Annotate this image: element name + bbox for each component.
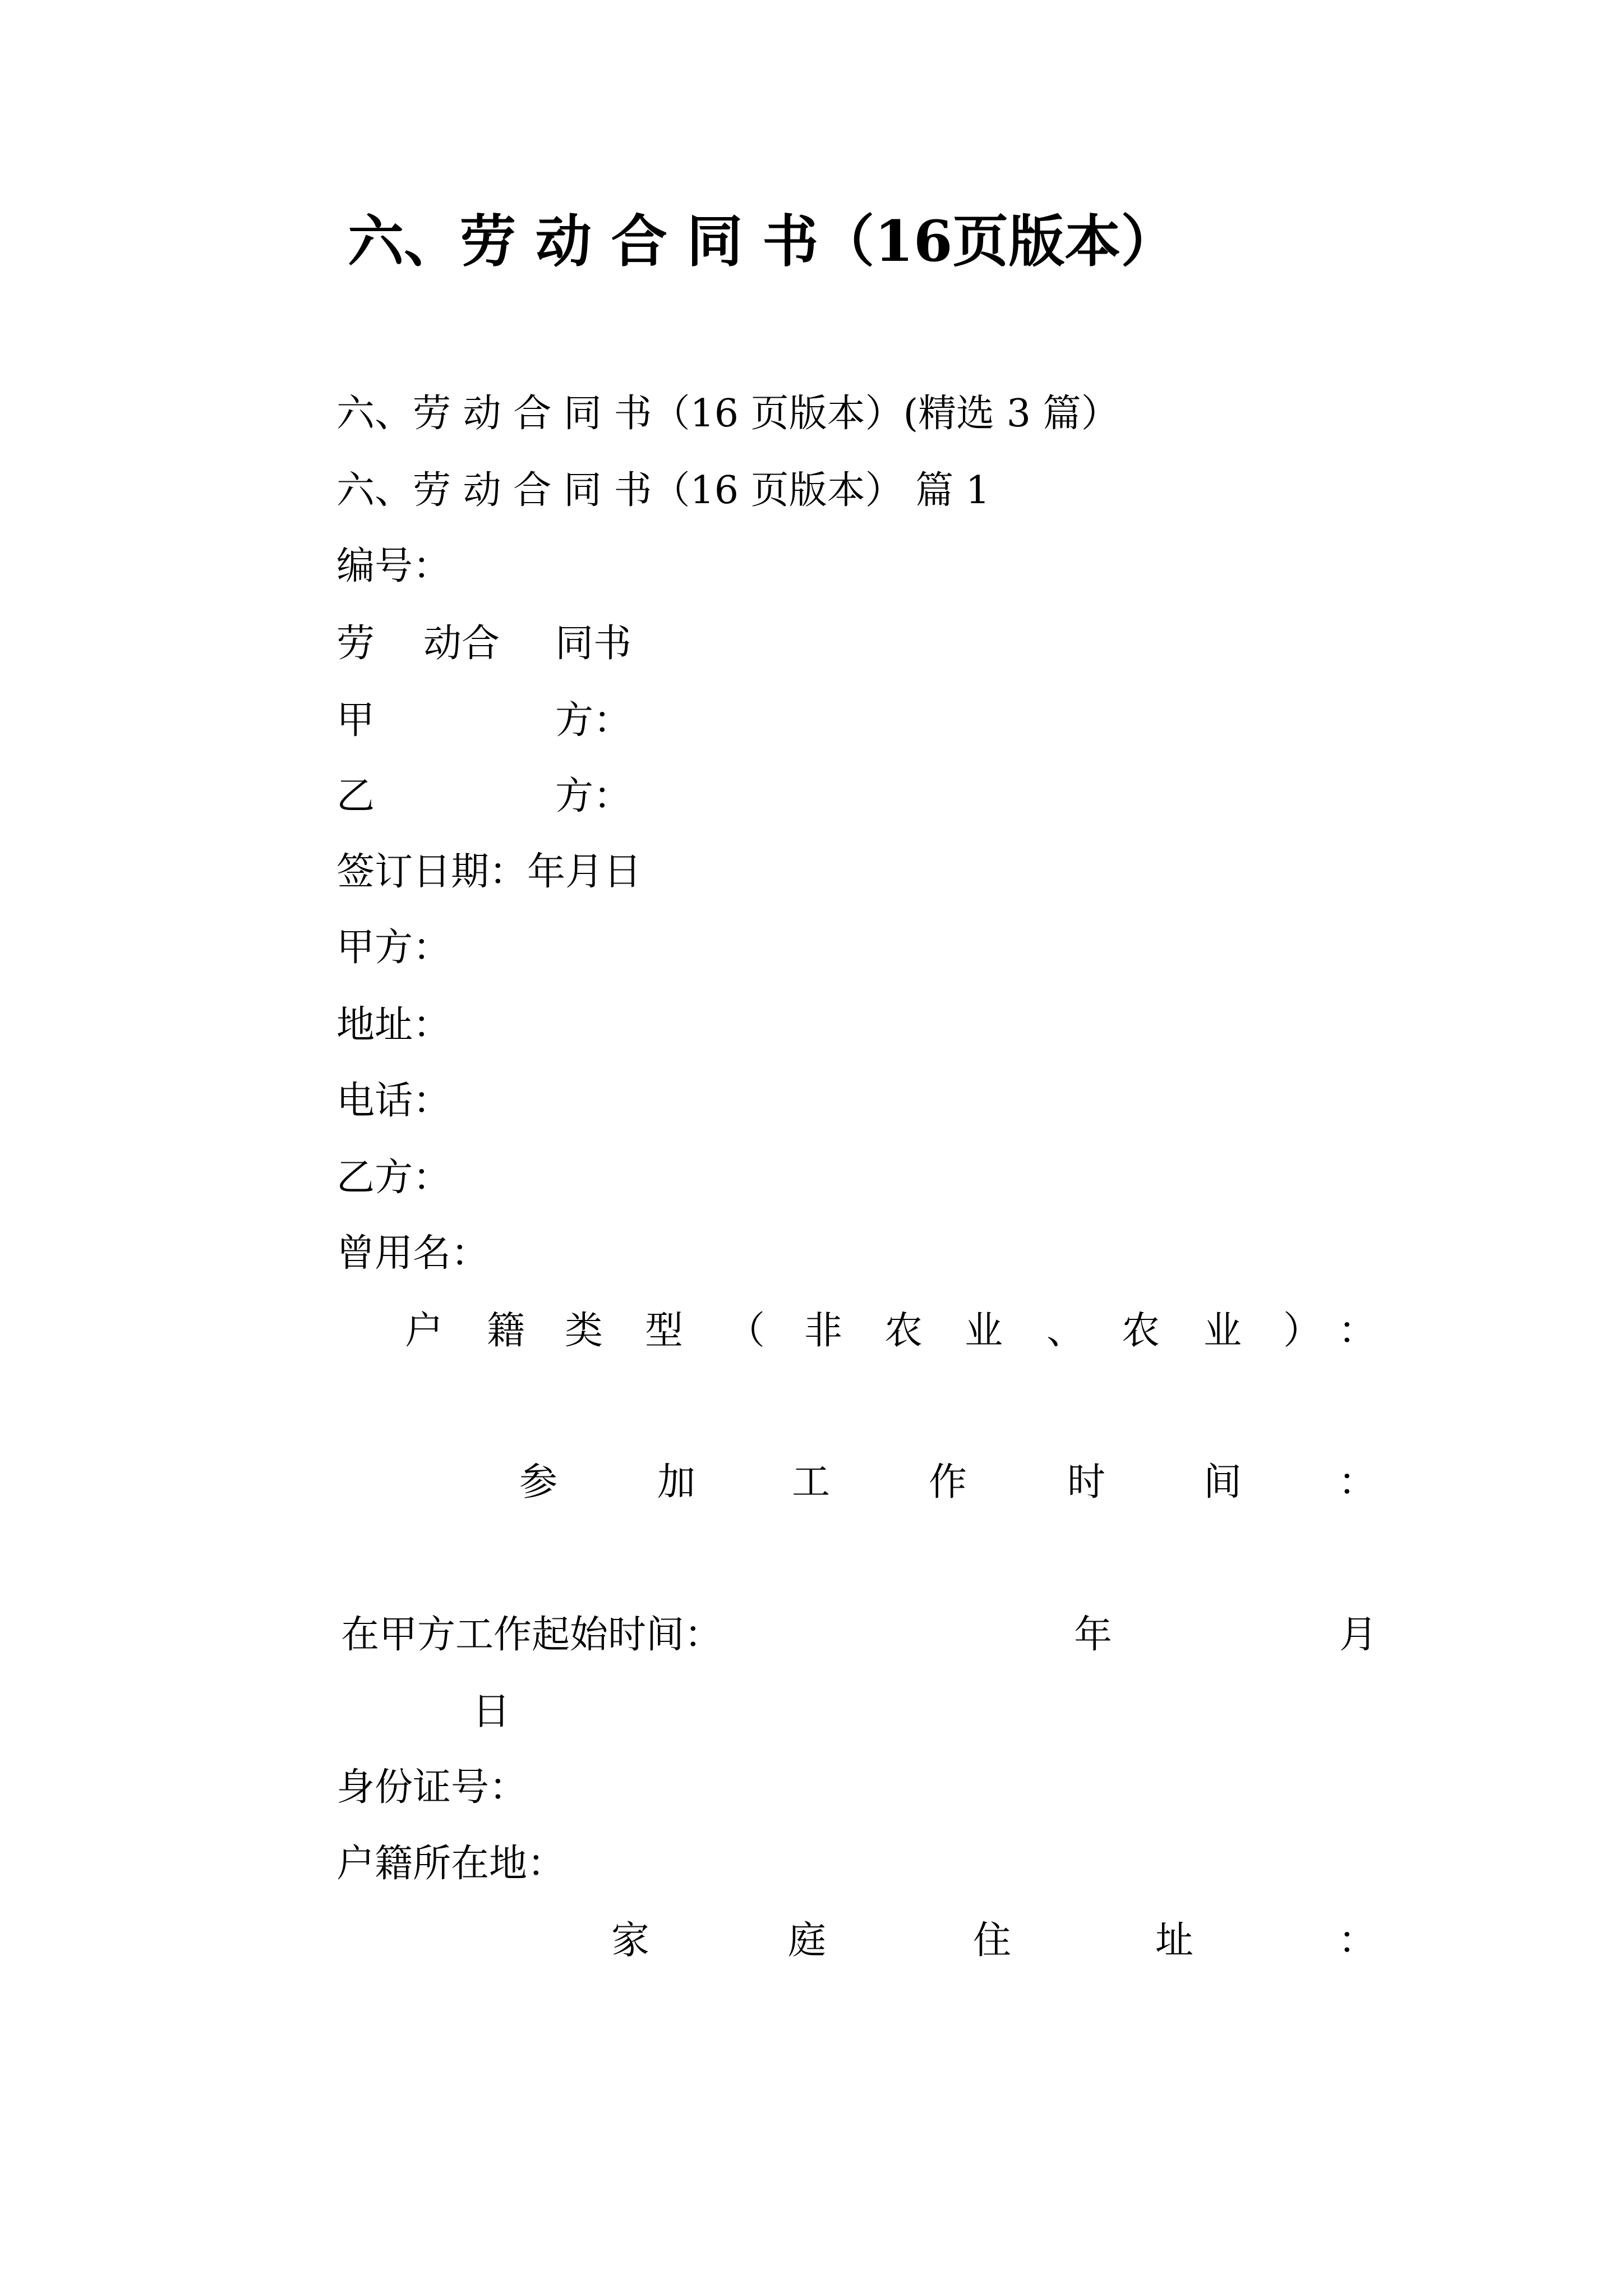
party-b-label: 乙方：: [336, 1156, 451, 1200]
subtitle: 六、劳 动 合 同 书（16 页版本）(精选 3 篇）: [336, 392, 1119, 436]
hukou-type-char: （: [727, 1309, 766, 1353]
work-start-char: ：: [1338, 1460, 1377, 1504]
former-name-label: 曾用名：: [336, 1231, 490, 1276]
document-title: 六、劳 动 合 同 书（16页版本）: [348, 208, 1177, 274]
hukou-type-char: 农: [884, 1309, 923, 1353]
party-b-cover-char: 乙: [336, 774, 375, 818]
home-address-char: 家: [611, 1918, 650, 1963]
hukou-type-char: 非: [804, 1309, 843, 1353]
work-start-char: 加: [657, 1460, 696, 1504]
hukou-type-char: ）: [1283, 1309, 1322, 1353]
party-a-cover-label: 方：: [555, 698, 632, 743]
home-address-char: 住: [973, 1918, 1012, 1963]
work-start-char: 参: [519, 1460, 558, 1504]
phone-label: 电话：: [336, 1079, 451, 1123]
hukou-type-char: 户: [405, 1309, 444, 1353]
hukou-type-char: 农: [1122, 1309, 1160, 1353]
start-date-month: 月: [1339, 1613, 1378, 1657]
sign-date: 签订日期：年月日: [336, 850, 642, 894]
cover-heading-char: 动合: [423, 622, 500, 666]
party-a-cover-char: 甲: [336, 698, 375, 743]
home-address-char: 址: [1155, 1918, 1194, 1963]
start-date-label: 在甲方工作起始时间：: [341, 1613, 723, 1657]
work-start-char: 时: [1067, 1460, 1106, 1504]
hukou-type-char: 型: [645, 1309, 684, 1353]
work-start-char: 工: [792, 1460, 831, 1504]
hukou-location-label: 户籍所在地：: [336, 1842, 566, 1886]
address-label: 地址：: [336, 1003, 451, 1047]
start-date-year: 年: [1074, 1613, 1113, 1657]
work-start-char: 作: [929, 1460, 967, 1504]
hukou-type-char: ：: [1338, 1309, 1377, 1353]
section-heading: 六、劳 动 合 同 书（16 页版本） 篇 1: [336, 468, 990, 513]
home-address-char: ：: [1338, 1918, 1377, 1963]
home-address-char: 庭: [788, 1918, 827, 1963]
hukou-type-char: 、: [1046, 1309, 1085, 1353]
start-date-day: 日: [472, 1690, 511, 1734]
cover-heading-char: 同书: [555, 622, 632, 666]
hukou-type-char: 籍: [487, 1309, 525, 1353]
hukou-type-char: 业: [1204, 1309, 1242, 1353]
party-b-cover-label: 方：: [555, 774, 632, 818]
hukou-type-char: 类: [565, 1309, 603, 1353]
id-number-label: 身份证号：: [336, 1765, 528, 1810]
cover-heading-char: 劳: [336, 622, 375, 666]
party-a-label: 甲方：: [336, 926, 451, 970]
number-label: 编号：: [336, 544, 451, 588]
hukou-type-char: 业: [965, 1309, 1003, 1353]
work-start-char: 间: [1204, 1460, 1242, 1504]
